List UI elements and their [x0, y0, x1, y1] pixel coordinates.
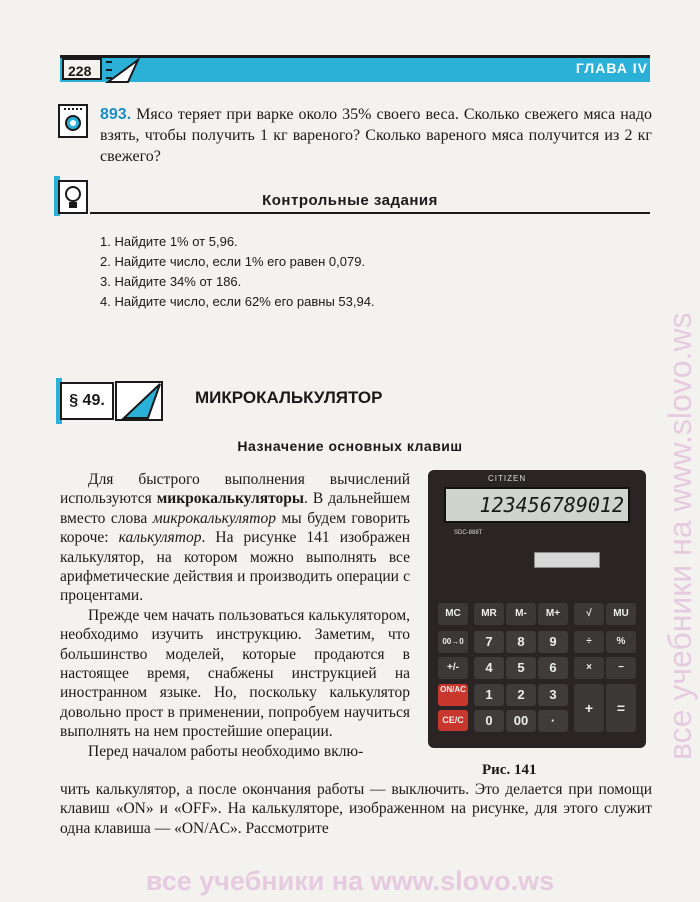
key-2: 2 [506, 684, 536, 706]
body-left-column [60, 470, 410, 761]
task-item: 4. Найдите число, если 62% его равны 53,94. [100, 294, 375, 309]
key-4: 4 [474, 657, 504, 679]
key-0: 0 [474, 710, 504, 732]
control-rule [90, 212, 650, 214]
control-title: Контрольные задания [262, 192, 438, 209]
calculator-brand: CITIZEN [488, 474, 527, 483]
key-mu: MU [606, 603, 636, 625]
text-run: . В дальнейшем вместо слова [60, 490, 410, 527]
problem-893 [100, 104, 652, 167]
key-equals: = [606, 684, 636, 732]
key-00-0: 00→0 [438, 631, 468, 653]
text-run: Для быстрого выполнения вычислений используются [60, 471, 410, 508]
key-6: 6 [538, 657, 568, 679]
key-plus: + [574, 684, 604, 732]
figure-caption: Рис. 141 [482, 762, 537, 778]
problem-text: Мясо теряет при варке около 35% своего веса. Сколько свежего мяса надо взять, чтобы получить 1 кг вареного? Сколько вареного мяса получится из 2 кг свежего? [100, 106, 653, 165]
term-bold: микрокалькуляторы [156, 490, 305, 508]
task-list [100, 232, 375, 312]
key-3: 3 [538, 684, 568, 706]
section-title: МИКРОКАЛЬКУЛЯТОР [195, 388, 383, 407]
paragraph-3-continued: чить калькулятор, а после окончания работы — выключить. Это делается при помощи клавиш «ON» и «OFF». На калькуляторе, изображенном на рисунке, для этого служит одна клавиша — «ON/AC». Рассмотрите [60, 781, 652, 837]
page-corner-icon [104, 56, 142, 84]
calculator-display: 123456789012 [444, 487, 630, 523]
key-sqrt: √ [574, 603, 604, 625]
watermark-side: все учебники на www.slovo.ws [662, 312, 698, 760]
term-italic: микрокалькулятор [152, 509, 276, 527]
key-mr: MR [474, 603, 504, 625]
task-item: 2. Найдите число, если 1% его равен 0,079. [100, 254, 366, 269]
key-m-minus: M- [506, 603, 536, 625]
key-7: 7 [474, 631, 504, 653]
page-number: 228 [62, 58, 102, 80]
text-run: мы будем говорить короче: [60, 509, 410, 547]
notepad-icon [58, 104, 88, 138]
key-minus: − [606, 657, 636, 679]
key-multiply: × [574, 657, 604, 679]
solar-panel [534, 552, 600, 568]
key-sign: +/- [438, 657, 468, 679]
task-item: 1. Найдите 1% от 5,96. [100, 234, 238, 249]
header-bar [60, 58, 650, 82]
key-decimal: · [538, 710, 568, 732]
chapter-label: ГЛАВА IV [575, 60, 648, 76]
key-divide: ÷ [574, 631, 604, 653]
key-8: 8 [506, 631, 536, 653]
problem-number: 893. [100, 106, 132, 123]
paragraph-3-start: Перед началом работы необходимо вклю- [88, 742, 364, 760]
section-corner-icon [114, 378, 166, 424]
term-italic: калькулятор [118, 529, 202, 547]
calculator-model: SDC-888T [454, 530, 483, 536]
key-1: 1 [474, 684, 504, 706]
key-m-plus: M+ [538, 603, 568, 625]
key-5: 5 [506, 657, 536, 679]
section-number: § 49. [60, 382, 114, 420]
subheading: Назначение основных клавиш [237, 438, 463, 454]
key-00: 00 [506, 710, 536, 732]
key-percent: % [606, 631, 636, 653]
key-mc: MC [438, 603, 468, 625]
key-9: 9 [538, 631, 568, 653]
task-item: 3. Найдите 34% от 186. [100, 274, 242, 289]
paragraph-1 [60, 470, 410, 606]
watermark-bottom: все учебники на www.slovo.ws [145, 866, 555, 896]
key-ce-c: CE/C [438, 710, 468, 731]
key-on-ac: ON/AC [438, 684, 468, 706]
paragraph-2: Прежде чем начать пользоваться калькулятором, необходимо изучить инструкцию. Заметим, что большинство моделей, которые продаются в настоящее время, снабжены инструкцией на иностранном языке. Но, поскольку калькулятор довольно прост в применении, попробуем научиться выполнять на нем простейшие операции. [60, 606, 410, 741]
text-run: . На рисунке 141 изображен калькулятор, на котором можно выполнять все арифметические действия и производить операции с процентами. [60, 529, 411, 605]
